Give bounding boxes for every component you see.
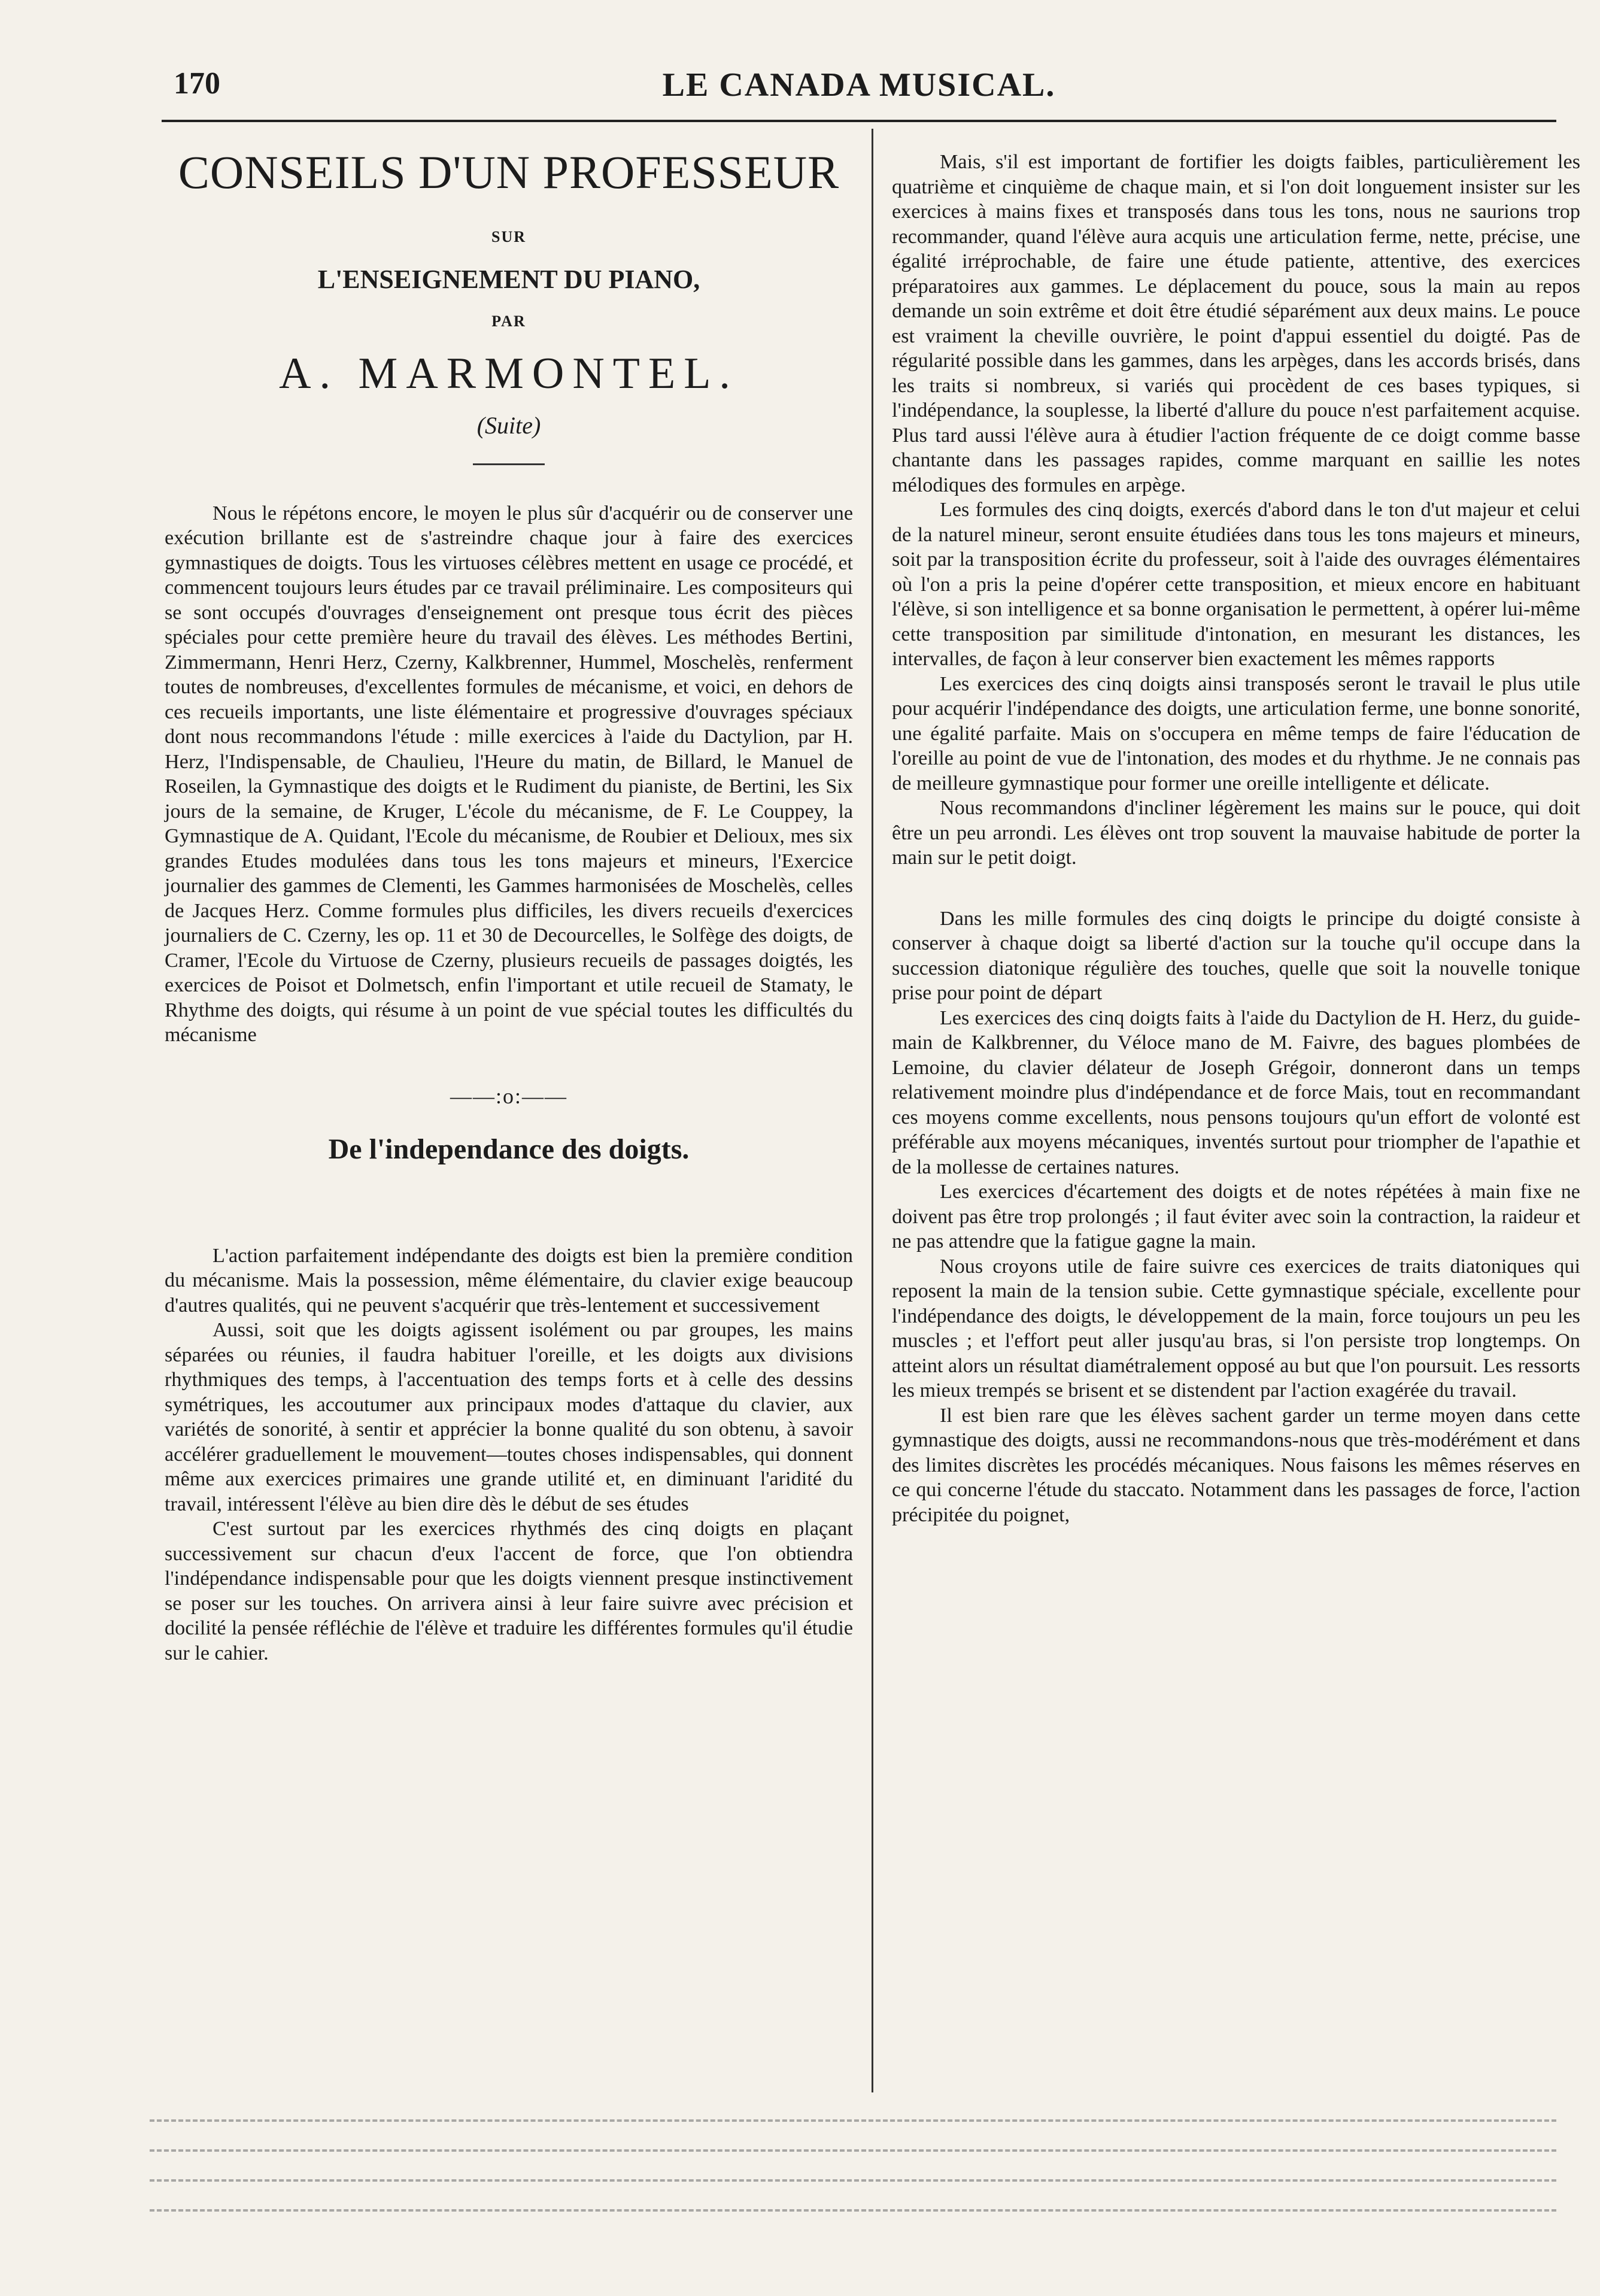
paragraph: Nous recommandons d'incliner légèrement les mains sur le pouce, qui doit être un peu arrondi. Les élèves ont trop souvent la mauvaise habitude de porter la main sur le petit doigt. bbox=[892, 797, 1580, 869]
paragraph: Les exercices des cinq doigts faits à l'aide du Dactylion de H. Herz, du guide-main de Kalkbrenner, du Véloce mano de M. Faivre, des bagues plombées de Lemoine, du clavier délateur de Joseph Grégoir, donneront dans un temps relativement moindre plus d'indépendance et de force Mais, tout en recommandant ces moyens comme excellents, nous pensons toujours qu'un effort de volonté est préférable aux moyens mécaniques, inventés surtout pour triompher de l'apathie et de la mollesse de certaines natures. bbox=[892, 1006, 1580, 1178]
paragraph: Les exercices d'écartement des doigts et de notes répétées à main fixe ne doivent pas être trop prolongés ; il faut éviter avec soin la contraction, la raideur et ne pas attendre que la fatigue gagne la main. bbox=[892, 1181, 1580, 1252]
article-par: PAR bbox=[491, 312, 526, 330]
article-sur: SUR bbox=[491, 228, 526, 245]
paragraph: Il est bien rare que les élèves sachent garder un terme moyen dans cette gymnastique des doigts, aussi ne recommandons-nous que très-modérément et dans des limites discrètes les procédés mécaniques. Nous faisons les mêmes réserves en ce qui concerne l'étude du staccato. Notamment dans les passages de force, l'action précipitée du poignet, bbox=[892, 1404, 1580, 1526]
article-title: CONSEILS D'UN PROFESSEUR bbox=[178, 146, 840, 198]
journal-title: LE CANADA MUSICAL. bbox=[662, 66, 1056, 104]
footer-smudge-line bbox=[150, 2179, 1556, 2183]
section-title: De l'independance des doigts. bbox=[328, 1133, 690, 1165]
paragraph: Les formules des cinq doigts, exercés d'abord dans le ton d'ut majeur et celui de la naturel mineur, seront ensuite étudiées dans tous les tons majeurs et mineurs, soit par la transposition écrite du professeur, soit à l'aide des ouvrages élémentaires où l'on a pris la peine d'opérer cette transposition, et mieux encore en habituant l'élève, si son intelligence et sa bonne organisation le permettent, à opérer lui-même cette transposition par similitude d'intonation, en mesurant les distances, les intervalles, de façon à leur conserver bien exactement les mêmes rapports bbox=[892, 499, 1580, 670]
section-ornament: ——:o:—— bbox=[450, 1084, 567, 1108]
paragraph: C'est surtout par les exercices rhythmés des cinq doigts en plaçant successivement sur chacun d'eux l'accent de force, que l'on obtiendra l'indépendance indispensable pour que les doigts viennent presque instinctivement se poser sur les touches. On arrivera ainsi à leur faire suivre avec précision et docilité la pensée réfléchie de l'élève et traduire les différentes formules qu'il étudie sur le cahier. bbox=[165, 1518, 853, 1664]
right-column bbox=[892, 150, 1580, 1527]
bleed-through-footer bbox=[150, 2107, 1556, 2287]
article-author: A. MARMONTEL. bbox=[279, 348, 739, 398]
left-column bbox=[165, 135, 853, 1666]
title-rule bbox=[473, 463, 545, 465]
column-divider bbox=[872, 129, 873, 2092]
paragraph: Les exercices des cinq doigts ainsi transposés seront le travail le plus utile pour acquérir l'indépendance des doigts, une articulation ferme, une bonne sonorité, une égalité parfaite. Mais on s'occupera en même temps de faire l'éducation de l'oreille au point de vue de l'intonation, des modes et du rhythme. Je ne connais pas de meilleure gymnastique pour former une oreille intelligente et délicate. bbox=[892, 672, 1580, 794]
paragraph: Mais, s'il est important de fortifier les doigts faibles, particulièrement les quatrième et cinquième de chaque main, et si l'on doit longuement insister sur les exercices à mains fixes et transposés dans tous les tons, nous ne saurions trop recommander, quand l'élève aura acquis une articulation ferme, nette, précise, une égalité irréprochable, de faire une étude patiente, attentive, des exercices préparatoires aux gammes. Le déplacement du pouce, sous la main au repos demande un soin extrême et doit être étudié séparément aux deux mains. Le pouce est vraiment la cheville ouvrière, le point d'appui essentiel du doigté. Pas de régularité possible dans les gammes, dans les arpèges, dans les accords brisés, dans les traits si nombreux, si variés qui procèdent de ces bases typiques, si l'indépendance, la souplesse, la liberté d'allure du pouce n'est parfaitement acquise. Plus tard aussi l'élève aura à étudier l'action fréquente de ce doigt comme basse chantante dans les passages rapides, comme marquant en saillie les notes mélodiques des formules en arpège. bbox=[892, 151, 1580, 496]
paragraph: Dans les mille formules des cinq doigts le principe du doigté consiste à conserver à chaque doigt sa liberté d'action sur la touche qu'il occupe dans la succession diatonique régulière des touches, quelle que soit la nouvelle tonique prise pour point de départ bbox=[892, 907, 1580, 1004]
page-header bbox=[162, 66, 1556, 108]
footer-smudge-line bbox=[150, 2209, 1556, 2213]
article-subtitle: L'ENSEIGNEMENT DU PIANO, bbox=[317, 264, 700, 294]
paragraph: Nous croyons utile de faire suivre ces exercices de traits diatoniques qui reposent la main de la tension subie. Cette gymnastique spéciale, excellente pour l'indépendance des doigts, le développement de la main, force toujours un peu les muscles ; et l'effort peut aller jusqu'au bras, si l'on persiste trop longtemps. On atteint alors un résultat diamétralement opposé au but que l'on poursuit. Les ressorts les mieux trempés se brisent et se distendent par l'action exagérée du travail. bbox=[892, 1255, 1580, 1402]
footer-smudge-line bbox=[150, 2119, 1556, 2123]
page-number: 170 bbox=[174, 66, 220, 101]
header-rule bbox=[162, 120, 1556, 122]
paragraph: L'action parfaitement indépendante des doigts est bien la première condition du mécanisme. Mais la possession, même élémentaire, du clavier exige beaucoup d'autres qualités, qui ne peuvent s'acquérir que très-lentement et successivement bbox=[165, 1244, 853, 1317]
article-suite: (Suite) bbox=[476, 411, 541, 439]
paragraph: Aussi, soit que les doigts agissent isolément ou par groupes, les mains séparées ou réunies, il faudra habituer l'oreille, et les doigts aux divisions rhythmiques des temps, à l'accentuation des temps forts et à celle des dessins symétriques, les accoutumer aux principaux modes d'attaque du clavier, aux variétés de sonorité, à sentir et apprécier la bonne qualité du son obtenu, à savoir accélérer graduellement le mouvement—toutes choses indispensables, qui donnent même aux exercices primaires une grande utilité et, en diminuant l'aridité du travail, intéressent l'élève au bien dire dès le début de ses études bbox=[165, 1319, 853, 1515]
article-title-block bbox=[165, 147, 853, 465]
paragraph: Nous le répétons encore, le moyen le plus sûr d'acquérir ou de conserver une exécution brillante est de s'astreindre chaque jour à faire des exercices gymnastiques de doigts. Tous les virtuoses célèbres mettent en usage ce procédé, et commencent toujours leurs études par ce travail préliminaire. Les compositeurs qui se sont occupés d'ouvrages d'enseignement ont presque tous écrit des pièces spéciales pour cette première heure du travail des élèves. Les méthodes Bertini, Zimmermann, Henri Herz, Czerny, Kalkbrenner, Hummel, Moschelès, renferment toutes de nombreuses, d'excellentes formules de mécanisme, et voici, en dehors de ces recueils importants, une liste élémentaire et progressive d'ouvrages spéciaux dont nous recommandons l'étude : mille exercices à l'aide du Dactylion, par H. Herz, l'Indispensable, de Chaulieu, l'Heure du matin, de Billard, le Manuel de Roseilen, la Gymnastique des doigts et le Rudiment du pianiste, de Bertini, les Six jours de la semaine, de Kruger, L'école du mécanisme, de F. Le Couppey, la Gymnastique de A. Quidant, l'Ecole du mécanisme, de Roubier et Delioux, mes six grandes Etudes modulées dans tous les tons majeurs et mineurs, l'Exercice journalier des gammes de Clementi, les Gammes harmonisées de Moschelès, celles de Jacques Herz. Comme formules plus difficiles, les divers recueils d'exercices journaliers de C. Czerny, les op. 11 et 30 de Decourcelles, le Solfège des doigts, de Cramer, l'Ecole du Virtuose de Czerny, plusieurs recueils de passages doigtés, les exercices de Poisot et Dolmetsch, enfin l'important et utile recueil de Stamaty, le Rhythme des doigts, qui résume à un point de vue spécial toutes les difficultés du mécanisme bbox=[165, 502, 853, 1047]
footer-smudge-line bbox=[150, 2149, 1556, 2153]
